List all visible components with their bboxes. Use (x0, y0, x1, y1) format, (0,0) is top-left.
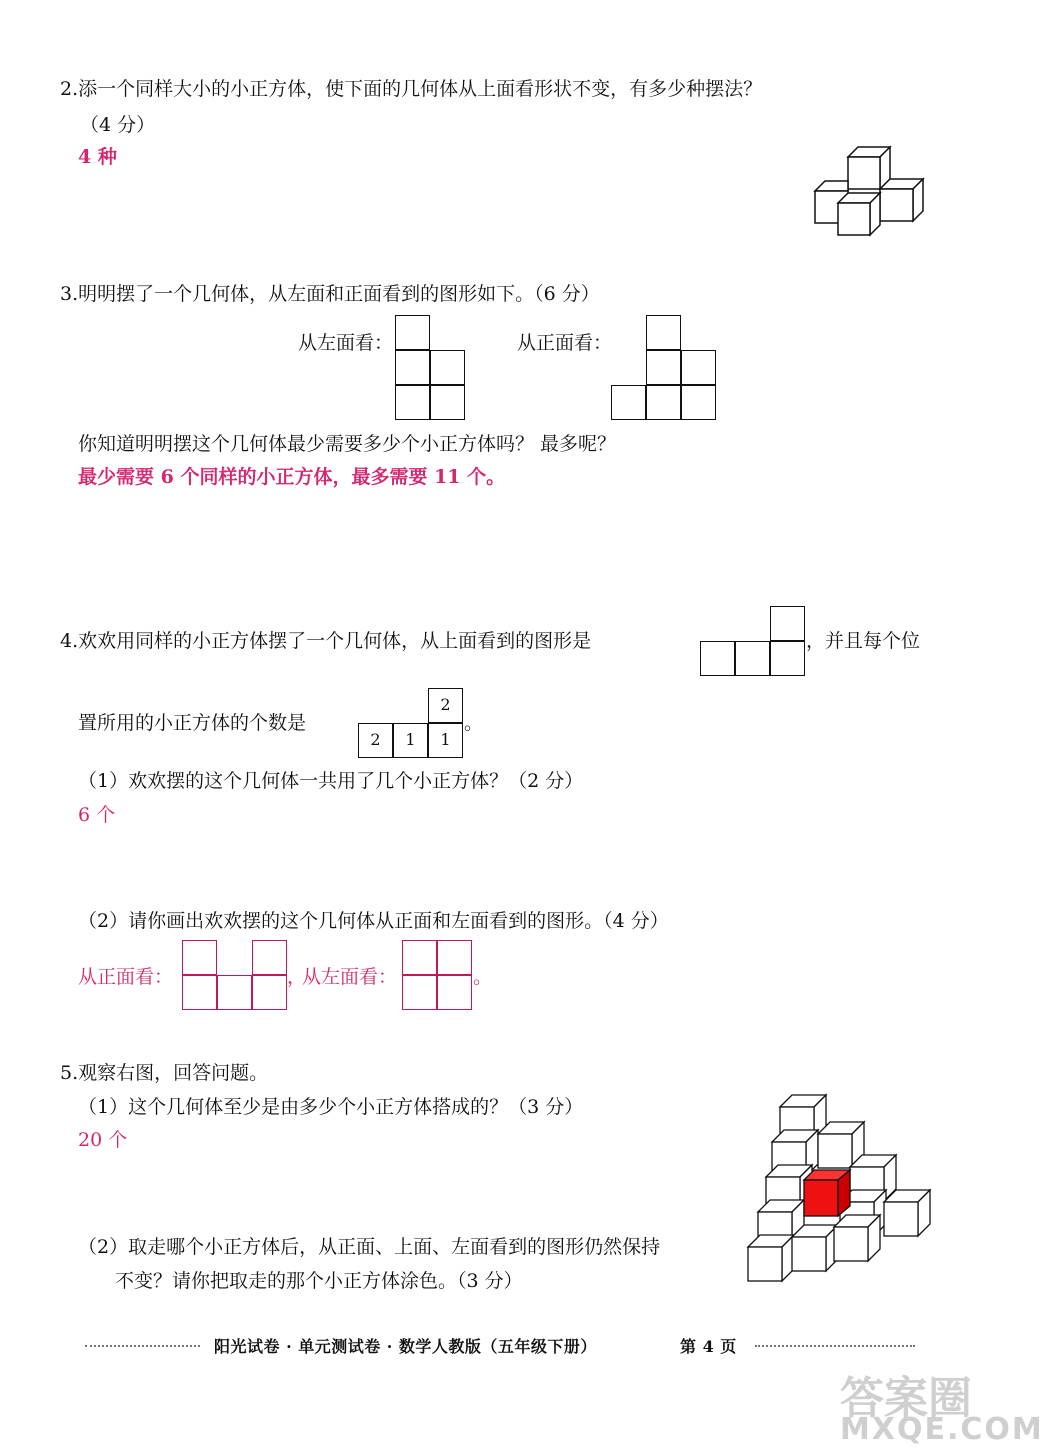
q4-sub2-sep: ， (287, 966, 307, 988)
q2-answer: 4 种 (78, 146, 117, 168)
watermark-site: MXQE.COM (840, 1412, 1044, 1447)
q4-sub1-text: （1）欢欢摆的这个几何体一共用了几个小正方体？（2 分） (78, 770, 584, 792)
q4-front-view-answer-grid (182, 940, 287, 1010)
q4-text-a: 4.欢欢用同样的小正方体摆了一个几何体，从上面看到的图形是 (60, 630, 592, 652)
q3-answer: 最少需要 6 个同样的小正方体，最多需要 11 个。 (78, 466, 506, 488)
count-cell: 1 (405, 730, 416, 749)
q4-sub2-text: （2）请你画出欢欢摆的这个几何体从正面和左面看到的图形。（4 分） (78, 910, 669, 932)
watermark-logo: 答案圈 (840, 1373, 972, 1424)
q4-text-b: ，并且每个位 (806, 630, 921, 652)
count-cell: 2 (440, 695, 451, 714)
q2-cube-figure (810, 145, 935, 240)
q2-score: （4 分） (80, 114, 156, 136)
q4-sub2-left-label: 从左面看： (302, 966, 398, 988)
count-cell: 2 (370, 730, 381, 749)
footer-dots-right (755, 1345, 915, 1347)
q4-left-view-answer-grid (402, 940, 472, 1010)
q5-cube-pyramid (740, 1090, 940, 1290)
q4-text-c: 置所用的小正方体的个数是 (78, 712, 307, 734)
count-cell: 1 (440, 730, 451, 749)
q4-sub2-front-label: 从正面看： (78, 966, 174, 988)
q3-question: 你知道明明摆这个几何体最少需要多少个小正方体吗？ 最多呢？ (78, 433, 617, 455)
q5-sub2-line1: （2）取走哪个小正方体后，从正面、上面、左面看到的图形仍然保持 (78, 1236, 661, 1258)
q3-front-view-label: 从正面看： (517, 332, 613, 354)
q3-left-view-label: 从左面看： (298, 332, 394, 354)
q5-sub1-answer: 20 个 (78, 1129, 128, 1151)
q4-text-d: 。 (464, 712, 484, 734)
q3-front-view-grid (611, 315, 716, 420)
q4-top-view-grid (700, 606, 805, 676)
footer-dots-left (85, 1345, 200, 1347)
q3-left-view-grid (395, 315, 465, 420)
q2-text: 2.添一个同样大小的小正方体，使下面的几何体从上面看形状不变，有多少种摆法？ (60, 78, 763, 100)
footer-text: 阳光试卷 · 单元测试卷 · 数学人教版（五年级下册） (214, 1337, 597, 1356)
q5-sub1-text: （1）这个几何体至少是由多少个小正方体搭成的？（3 分） (78, 1096, 584, 1118)
q3-text: 3.明明摆了一个几何体，从左面和正面看到的图形如下。（6 分） (60, 283, 600, 305)
q5-sub2-line2: 不变？请你把取走的那个小正方体涂色。（3 分） (115, 1270, 523, 1292)
q4-count-grid (358, 688, 463, 758)
footer-page: 第 4 页 (680, 1337, 737, 1356)
q4-sub2-end: 。 (473, 966, 493, 988)
q5-text: 5.观察右图，回答问题。 (60, 1062, 269, 1084)
q4-sub1-answer: 6 个 (78, 804, 116, 826)
